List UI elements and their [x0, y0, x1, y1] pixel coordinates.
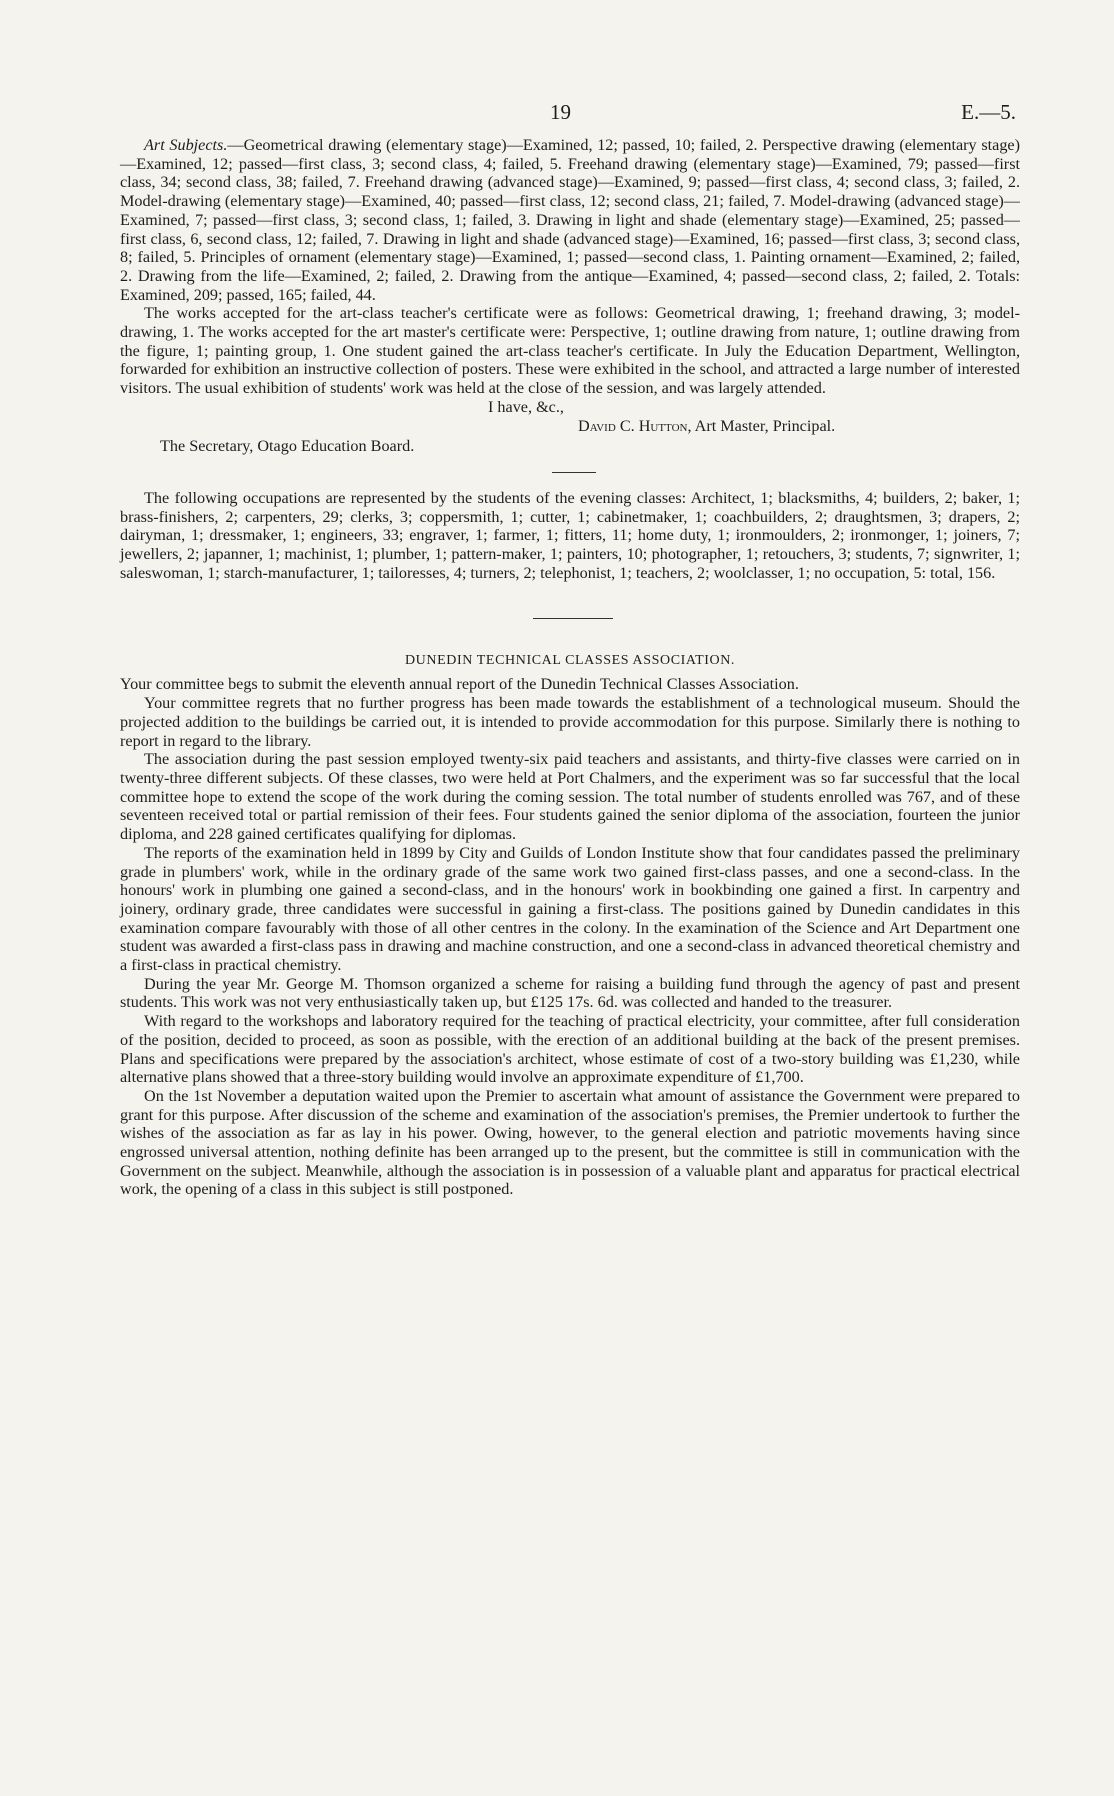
report-paragraph: The reports of the examination held in 1899 by City and Guilds of London Institute show that four candidates passed the preliminary grade in plumbers' work, while in the ordinary grade of the same work two gained first-class passes, and one a second-class. In the honours' work in plumbing one gained a second-class, and in the honours' work in bookbinding one gained a first. In carpentry and joinery, ordinary grade, three candidates were successful in gaining a first-class. The positions gained by Dunedin candidates in this examination compare favourably with those of all other centres in the colony. In the examination of the Science and Art Department one student was awarded a first-class pass in drawing and machine construction, and one a second-class in advanced theoretical chemistry and a first-class in practical chemistry.: [120, 843, 1020, 975]
report-paragraph: The association during the past session employed twenty-six paid teachers and assistants, and thirty-five classes were carried on in twenty-three different subjects. Of these classes, two were held at Port Chalmers, and the experiment was so far successful that the local committee hope to extend the scope of the work during the coming session. The total number of students enrolled was 767, and of these seventeen received total or partial remission of their fees. Four students gained the senior diploma of the association, fourteen the junior diploma, and 228 gained certificates qualifying for diplomas.: [120, 750, 1020, 844]
section-divider: [533, 618, 613, 619]
report-paragraph: Your committee begs to submit the eleventh annual report of the Dunedin Technical Classes Association.: [120, 675, 799, 694]
signature-title: , Art Master, Principal.: [687, 416, 836, 435]
page-number: 19: [550, 100, 571, 124]
report-paragraph: On the 1st November a deputation waited upon the Premier to ascertain what amount of assistance the Government were prepared to grant for this purpose. After discussion of the scheme and examination of the association's premises, the Premier undertook to further the wishes of the association as far as lay in his power. Owing, however, to the general election and patriotic movements having since engrossed universal attention, nothing definite has been arranged up to the present, but the committee is still in communication with the Government on the subject. Meanwhile, although the association is in possession of a valuable plant and apparatus for practical electrical work, the opening of a class in this subject is still postponed.: [120, 1086, 1020, 1199]
section-heading: DUNEDIN TECHNICAL CLASSES ASSOCIATION.: [404, 653, 736, 669]
page-header: [120, 90, 1020, 136]
signature: [120, 417, 1020, 436]
art-subjects-label: Art Subjects.: [144, 136, 228, 154]
report-paragraph: With regard to the workshops and laboratory required for the teaching of practical electricity, your committee, after full consideration of the position, decided to proceed, as soon as possible, with the erection of an additional building at the back of the present premises. Plans and specifications were prepared by the association's architect, whose estimate of cost of a two-story building was £1,230, while alternative plans showed that a three-story building would involve an approximate expenditure of £1,700.: [120, 1012, 1020, 1087]
report-paragraph: Your committee regrets that no further progress has been made towards the establishment of a technological museum. Should the projected addition to the buildings be carried out, it is intended to provide accommodation for this purpose. Similarly there is nothing to report in regard to the library.: [120, 694, 1020, 750]
document-page: [120, 90, 1020, 1199]
closing-line: I have, &c.,: [488, 397, 564, 416]
occupations-paragraph: The following occupations are represented by the students of the evening classes: Architect, 1; blacksmiths, 4; builders, 2; baker, 1; brass-finishers, 2; carpenters, 29; clerks, 3; coppersmith, 1; cutter, 1; cabinetmaker, 1; coachbuilders, 2; draughtsmen, 3; drapers, 2; dairyman, 1; dressmaker, 1; engineers, 33; engraver, 1; farmer, 1; fitters, 11; home duty, 1; ironmoulders, 2; ironmonger, 1; joiners, 7; jewellers, 2; japanner, 1; machinist, 1; plumber, 1; pattern-maker, 1; painters, 10; photographer, 1; retouchers, 3; students, 7; signwriter, 1; saleswoman, 1; starch-manufacturer, 1; tailoresses, 4; turners, 2; telephonist, 1; teachers, 2; woolclasser, 1; no occupation, 5: total, 156.: [120, 488, 1020, 582]
certificates-paragraph: The works accepted for the art-class teacher's certificate were as follows: Geometrical drawing, 1; freehand drawing, 3; model-drawing, 1. The works accepted for the art master's certificate were: Perspective, 1; outline drawing from nature, 1; outline drawing from the figure, 1; painting group, 1. One student gained the art-class teacher's certificate. In July the Education Department, Wellington, forwarded for exhibition an instructive collection of posters. These were exhibited in the school, and attracted a large number of interested visitors. The usual exhibition of students' work was held at the close of the session, and was largely attended.: [120, 304, 1020, 398]
recipient-line: The Secretary, Otago Education Board.: [160, 437, 415, 456]
report-paragraph: During the year Mr. George M. Thomson organized a scheme for raising a building fund through the agency of past and present students. This work was not very enthusiastically taken up, but £125 17s. 6d. was collected and handed to the treasurer.: [120, 974, 1020, 1012]
signature-name: David C. Hutton: [578, 416, 688, 435]
art-subjects-paragraph: [120, 136, 1020, 304]
page-reference: E.—5.: [961, 100, 1016, 124]
art-subjects-body: —Geometrical drawing (elementary stage)—Examined, 12; passed, 10; failed, 2. Perspective drawing (elementary stage)—Examined, 12; passed—first class, 3; second class, 4; failed, 5. Freehand drawing (elementary stage)—Examined, 79; passed—first class, 34; second class, 38; failed, 7. Freehand drawing (advanced stage)—Examined, 9; passed—first class, 4; second class, 3; failed, 2. Model-drawing (elementary stage)—Examined, 40; passed—first class, 12; second class, 21; failed, 7. Model-drawing (advanced stage)—Examined, 7; passed—first class, 3; second class, 1; failed, 3. Drawing in light and shade (elementary stage)—Examined, 25; passed—first class, 6, second class, 12; failed, 7. Drawing in light and shade (advanced stage)—Examined, 16; passed—first class, 3; second class, 8; failed, 5. Principles of ornament (elementary stage)—Examined, 1; passed—second class, 1. Painting ornament—Examined, 2; failed, 2. Drawing from the life—Examined, 2; failed, 2. Drawing from the antique—Examined, 4; passed—second class, 2; failed, 2. Totals: Examined, 209; passed, 165; failed, 44.: [120, 136, 1020, 304]
